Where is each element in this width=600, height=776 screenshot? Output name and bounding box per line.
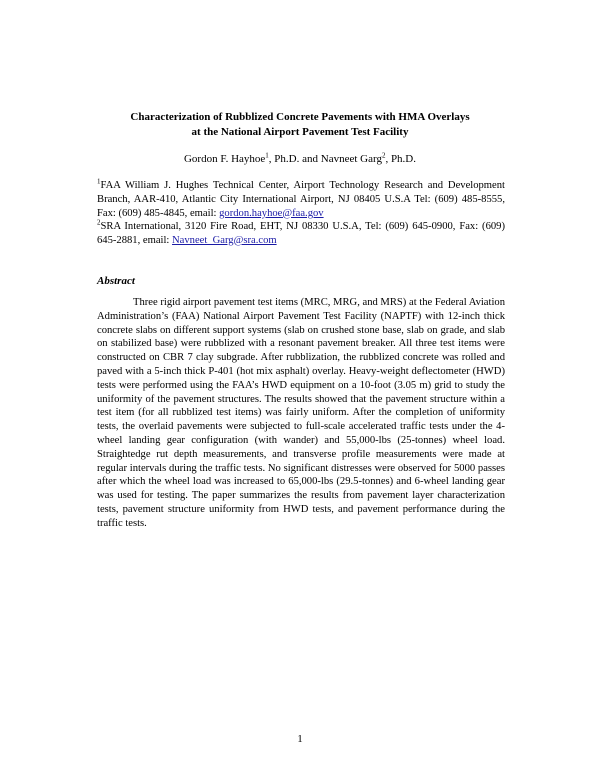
affiliation-1	[97, 179, 505, 220]
author-2-superscript: 2	[381, 151, 386, 160]
affiliation-2-text: SRA International, 3120 Fire Road, EHT, NJ 08330 U.S.A, Tel: (609) 645-0900, Fax: (609) 645-2881, email:	[97, 221, 505, 246]
affiliation-2-superscript: 2	[97, 218, 101, 227]
author-1-name: Gordon F. Hayhoe	[183, 153, 266, 165]
affiliation-1-superscript: 1	[97, 177, 101, 186]
title-line-1: Characterization of Rubblized Concrete Pavements with HMA Overlays	[130, 111, 470, 123]
author-line	[60, 152, 540, 166]
abstract-body: Three rigid airport pavement test items (MRC, MRG, and MRS) at the Federal Aviation Administration’s (FAA) National Airport Pavement Test Facility (NAPTF) with 12-inch thick concrete slabs on different support systems (slab on crushed stone base, slab on grade, and slab on stabilized base) were rubblized with a resonant pavement breaker. All three test items were constructed on CBR 7 clay subgrade. After rubblization, the rubblized concrete was rolled and paved with a 5-inch thick P-401 (hot mix asphalt) overlay. Heavy-weight deflectometer (HWD) tests were performed using the FAA’s HWD equipment on a 10-foot (3.05 m) grid to study the uniformity of the pavement structures. The results showed that the pavement structure within a test item (for all rubblized test items) was fairly uniform. After the completion of uniformity tests, the overlaid pavements were subjected to full-scale accelerated traffic tests under the 4-wheel landing gear configuration (with wander) and 55,000-lbs (25-tonnes) wheel load. Straightedge rut depth measurements, and transverse profile measurements were made at regular intervals during the traffic tests. No significant distresses were observed for 5000 passes after which the wheel load was increased to 65,000-lbs (29.5-tonnes) and 6-wheel landing gear was used for testing. The paper summarizes the results from pavement layer characterization tests, pavement structure uniformity from HWD tests, and pavement performance during the traffic tests.	[97, 297, 505, 529]
page-number: 1	[297, 733, 303, 745]
affiliation-1-email-link[interactable]: gordon.hayhoe@faa.gov	[219, 207, 324, 219]
author-1-degree: , Ph.D. and	[268, 153, 321, 165]
paper-title	[60, 110, 540, 140]
author-1-superscript: 1	[265, 151, 269, 160]
affiliation-1-text: FAA William J. Hughes Technical Center, Airport Technology Research and Development Branch, AAR-410, Atlantic City International Airport, NJ 08405 U.S.A Tel: (609) 485-8555, Fax: (609) 485-4845, email:	[97, 180, 505, 219]
author-2-name: Navneet Garg	[320, 153, 382, 165]
affiliation-2-email-link[interactable]: Navneet_Garg@sra.com	[172, 234, 277, 246]
title-line-2: at the National Airport Pavement Test Facility	[191, 126, 409, 138]
abstract-heading: Abstract	[97, 275, 135, 287]
author-2-degree: , Ph.D.	[385, 153, 416, 165]
affiliation-2	[97, 220, 505, 248]
